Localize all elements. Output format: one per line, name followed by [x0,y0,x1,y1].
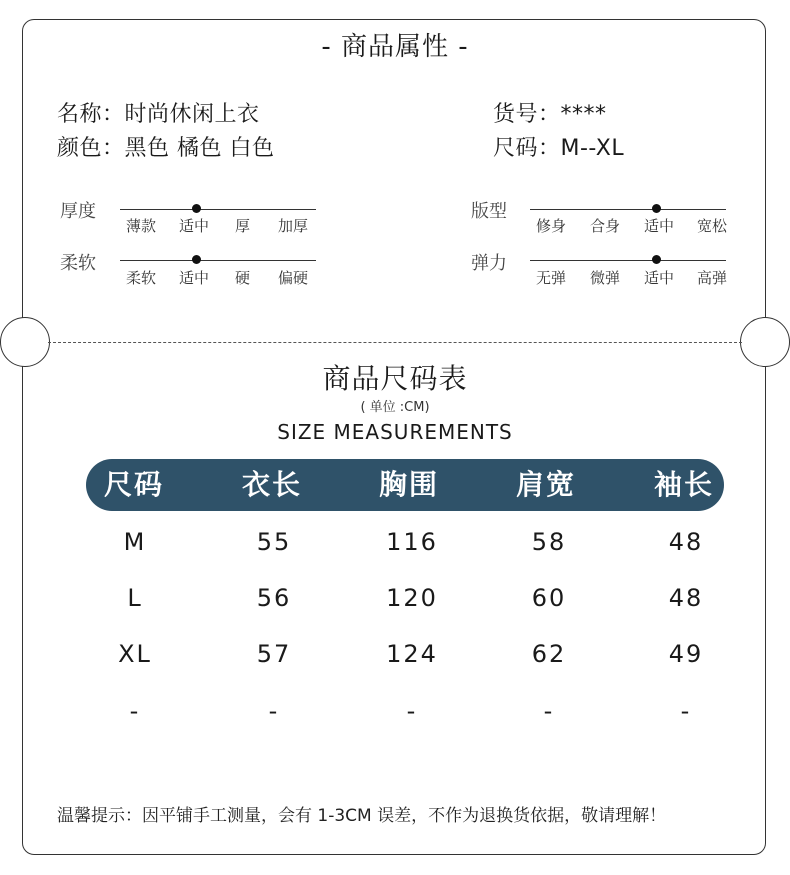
table-cell: - [268,697,280,725]
measurement-note: 温馨提示：因平铺手工测量，会有 1-3CM 误差，不作为退换货依据，敬请理解！ [57,806,667,826]
table-cell: 58 [531,528,567,556]
elasticity-option: 适中 [644,269,675,287]
softness-option: 偏硬 [278,269,309,287]
table-cell: 60 [531,584,567,612]
size-chart-unit: ( 单位 :CM) [360,400,430,415]
table-cell: - [680,697,692,725]
thickness-option: 适中 [179,217,210,235]
table-cell: M [123,528,147,556]
thickness-option: 薄款 [126,217,157,235]
product-name: 名称：时尚休闲上衣 [57,102,260,127]
elasticity-selected-dot [652,255,661,264]
elasticity-option: 高弹 [697,269,728,287]
header-shoulder: 肩宽 [516,468,577,501]
thickness-scale-line [120,209,316,210]
product-colors: 颜色：黑色 橘色 白色 [57,136,275,161]
fit-option: 适中 [644,217,675,235]
softness-selected-dot [192,255,201,264]
softness-option: 柔软 [126,269,157,287]
table-cell: L [127,584,143,612]
product-sku: 货号：**** [493,102,607,127]
softness-option: 硬 [235,269,251,287]
dashed-divider [48,342,742,343]
table-cell: 62 [531,640,567,668]
table-cell: 124 [386,640,438,668]
fit-option: 修身 [536,217,567,235]
header-size: 尺码 [104,468,165,501]
table-cell: - [129,697,141,725]
size-table-header [86,459,724,511]
header-chest: 胸围 [379,468,440,501]
header-sleeve: 袖长 [654,468,715,501]
elasticity-option: 无弹 [536,269,567,287]
table-cell: - [406,697,418,725]
fit-option: 宽松 [697,217,728,235]
thickness-option: 加厚 [278,217,309,235]
table-cell: 57 [256,640,292,668]
size-chart-title: 商品尺码表 [322,362,468,395]
table-cell: - [543,697,555,725]
elasticity-scale-line [530,260,726,261]
table-cell: 49 [668,640,704,668]
size-chart-subtitle: SIZE MEASUREMENTS [277,420,513,444]
softness-scale-line [120,260,316,261]
thickness-option: 厚 [235,217,251,235]
fit-selected-dot [652,204,661,213]
elasticity-option: 微弹 [590,269,621,287]
header-length: 衣长 [242,468,303,501]
fit-label: 版型 [471,201,507,222]
table-cell: 56 [256,584,292,612]
table-cell: 116 [386,528,438,556]
fit-option: 合身 [590,217,621,235]
fit-scale-line [530,209,726,210]
product-size-range: 尺码：M--XL [493,136,625,161]
thickness-selected-dot [192,204,201,213]
softness-option: 适中 [179,269,210,287]
softness-label: 柔软 [60,253,96,274]
product-attributes-title: - 商品属性 - [321,32,469,62]
table-cell: XL [118,640,152,668]
table-cell: 55 [256,528,292,556]
table-cell: 120 [386,584,438,612]
table-cell: 48 [668,584,704,612]
thickness-label: 厚度 [60,201,96,222]
elasticity-label: 弹力 [471,253,507,274]
table-cell: 48 [668,528,704,556]
